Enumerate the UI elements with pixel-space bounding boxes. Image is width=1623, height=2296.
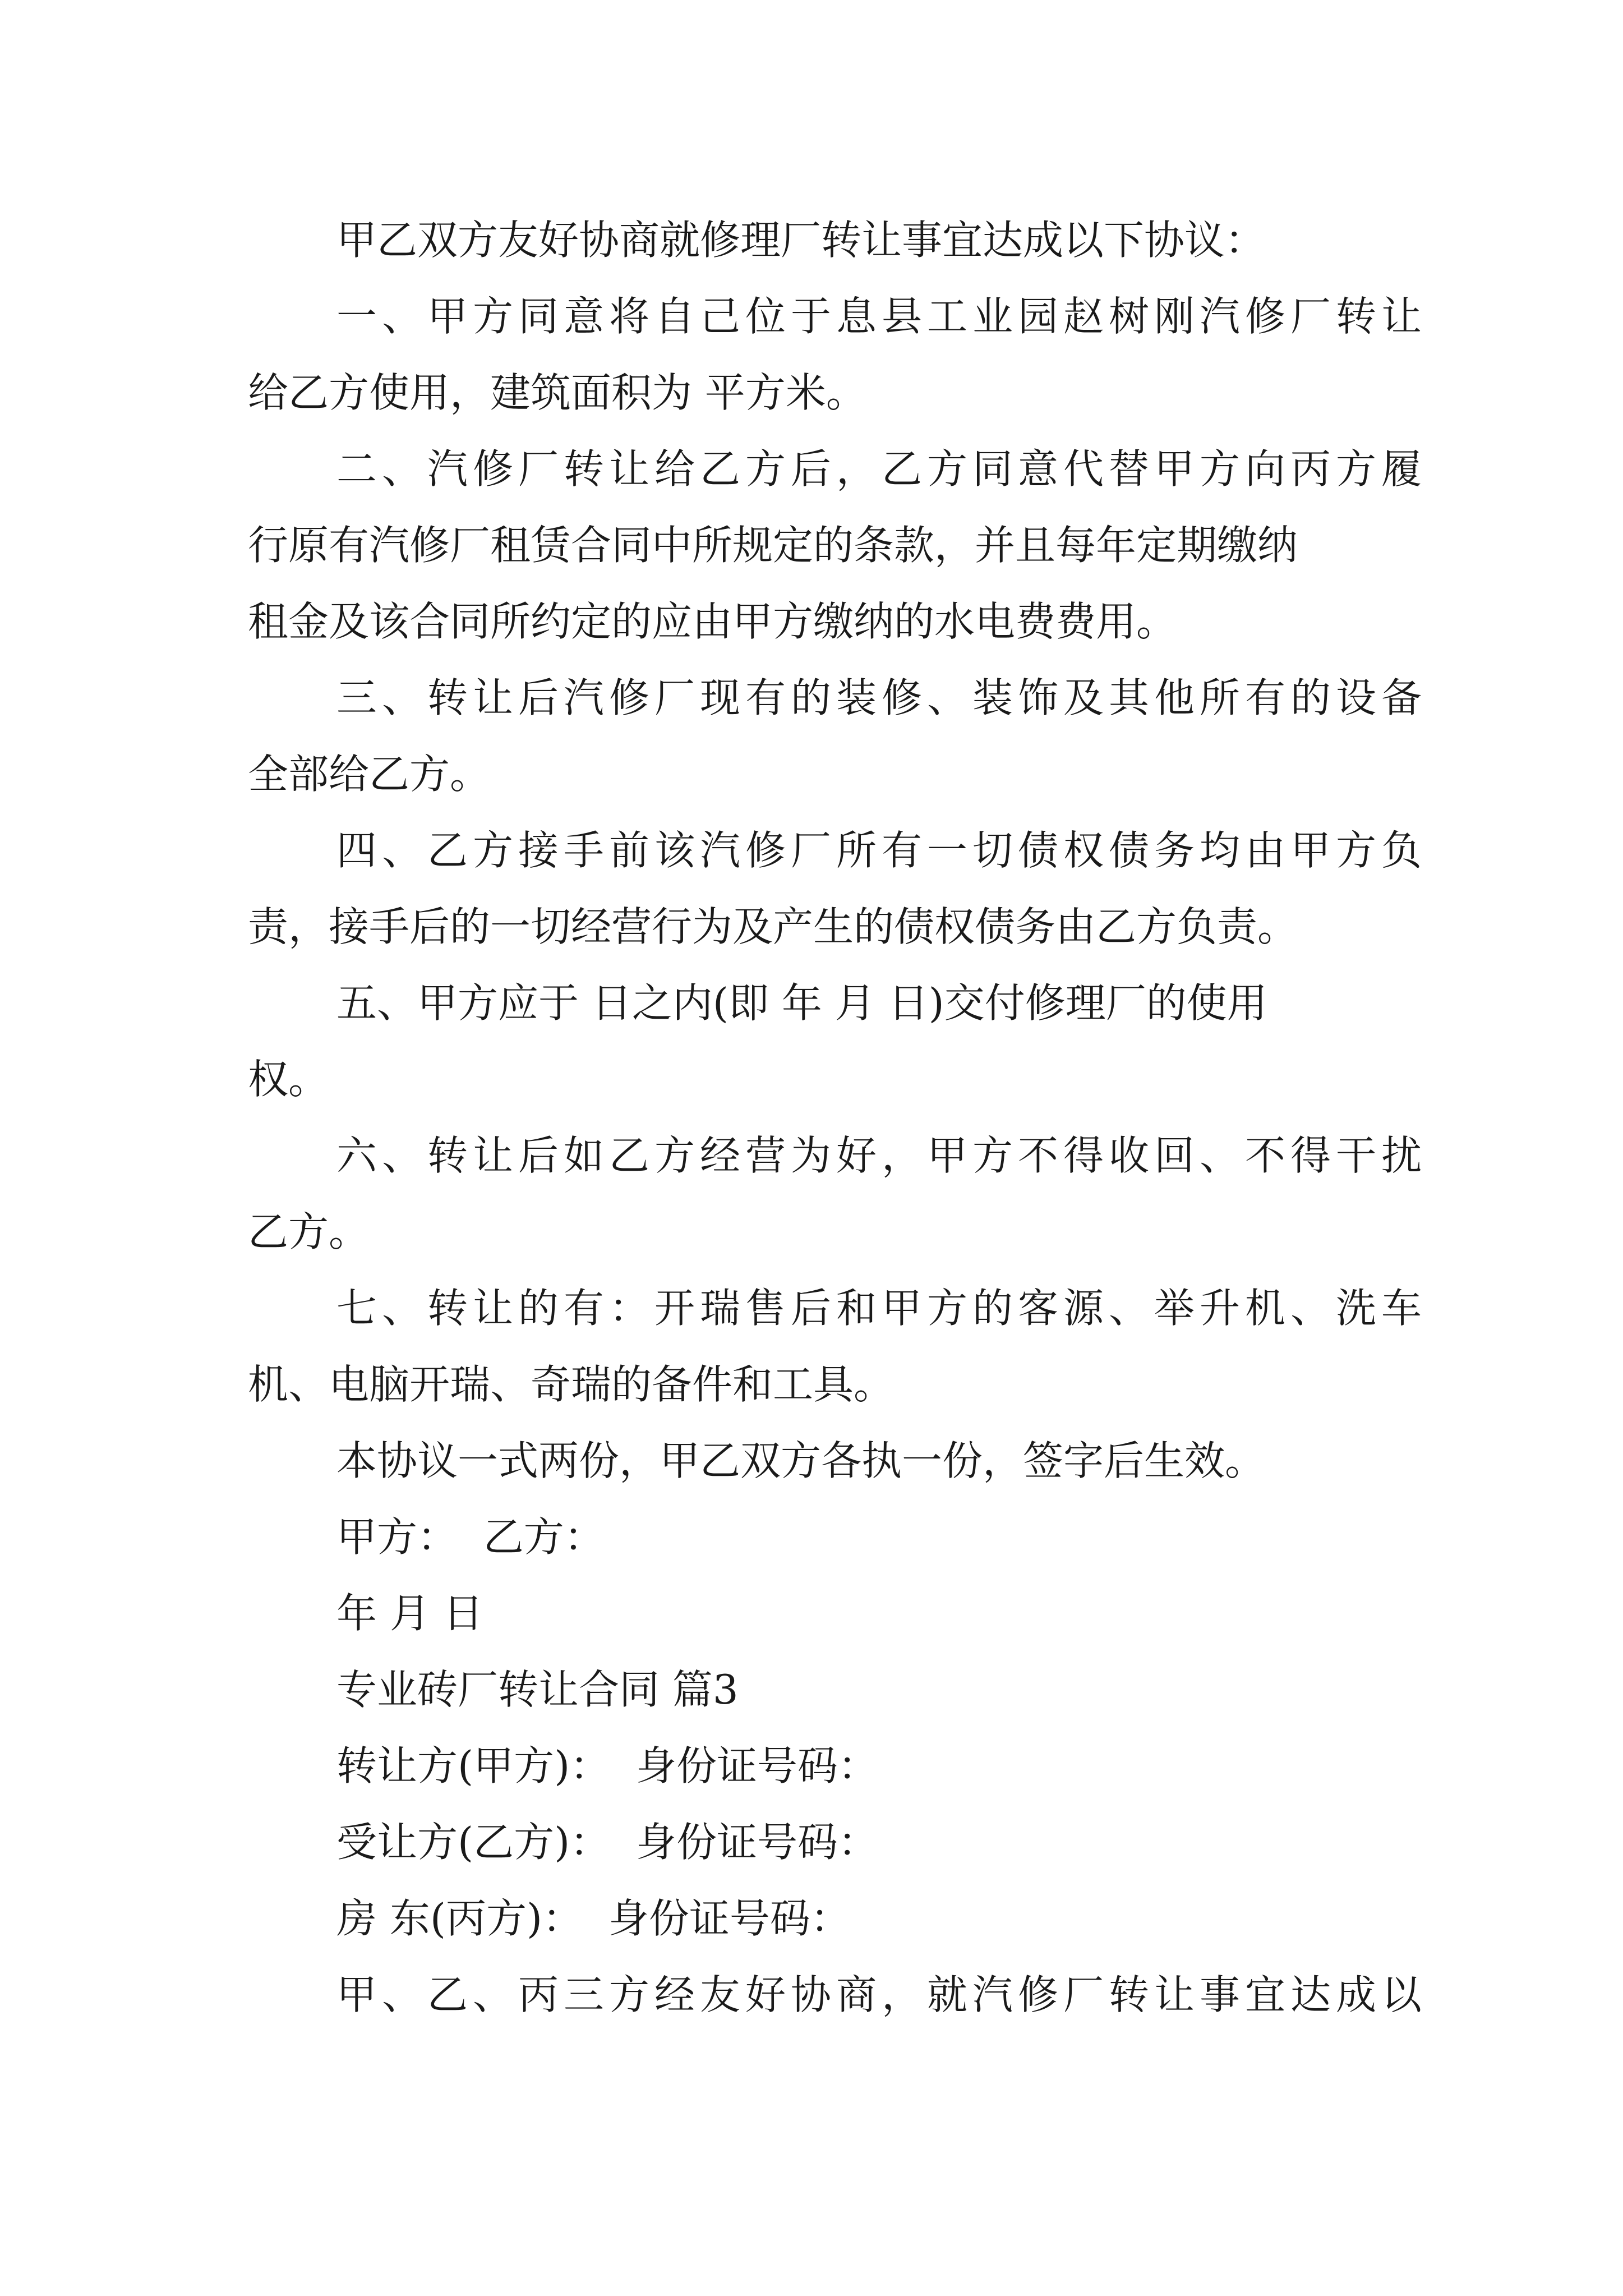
transferee-field: 受让方(乙方)： 身份证号码： [336,1819,878,1866]
clause-7-line-1: 七、转让的有：开瑞售后和甲方的客源、举升机、洗车 [336,1285,1427,1332]
clause-3-line-1: 三、转让后汽修厂现有的装修、装饰及其他所有的设备 [336,674,1427,721]
signature-date: 年 月 日 [336,1590,483,1637]
clause-3-line-2: 全部给乙方。 [248,751,491,798]
intro-paragraph: 甲乙双方友好协商就修理厂转让事宜达成以下协议： [336,217,1266,264]
clause-5-line-1: 五、甲方应于 日之内(即 年 月 日)交付修理厂的使用 [336,979,1267,1027]
clause-4-line-1: 四、乙方接手前该汽修厂所有一切债权债务均由甲方负 [336,827,1427,874]
clause-1-line-2: 给乙方使用，建筑面积为 平方米。 [248,369,866,416]
clause-4-line-2: 责，接手后的一切经营行为及产生的债权债务由乙方负责。 [248,903,1298,950]
clause-6-line-1: 六、转让后如乙方经营为好，甲方不得收回、不得干扰 [336,1132,1427,1179]
clause-6-line-2: 乙方。 [248,1208,370,1255]
section-title: 专业砖厂转让合同 篇3 [336,1666,739,1713]
clause-7-line-2: 机、电脑开瑞、奇瑞的备件和工具。 [248,1361,895,1408]
agreement-copies-note: 本协议一式两份，甲乙双方各执一份，签字后生效。 [336,1437,1266,1484]
clause-1-line-1: 一、甲方同意将自己位于息县工业园赵树刚汽修厂转让 [336,293,1427,340]
landlord-field: 房 东(丙方)： 身份证号码： [336,1895,851,1942]
clause-2-line-3: 租金及该合同所约定的应由甲方缴纳的水电费费用。 [248,598,1177,645]
clause-2-line-2: 行原有汽修厂租赁合同中所规定的条款，并且每年定期缴纳 [248,522,1298,569]
transferor-field: 转让方(甲方)： 身份证号码： [336,1742,878,1789]
clause-5-line-2: 权。 [248,1056,329,1103]
signature-parties: 甲方： 乙方： [336,1513,605,1561]
closing-paragraph: 甲、乙、丙三方经友好协商，就汽修厂转让事宜达成以 [336,1971,1427,2018]
clause-2-line-1: 二、汽修厂转让给乙方后，乙方同意代替甲方向丙方履 [336,445,1427,493]
